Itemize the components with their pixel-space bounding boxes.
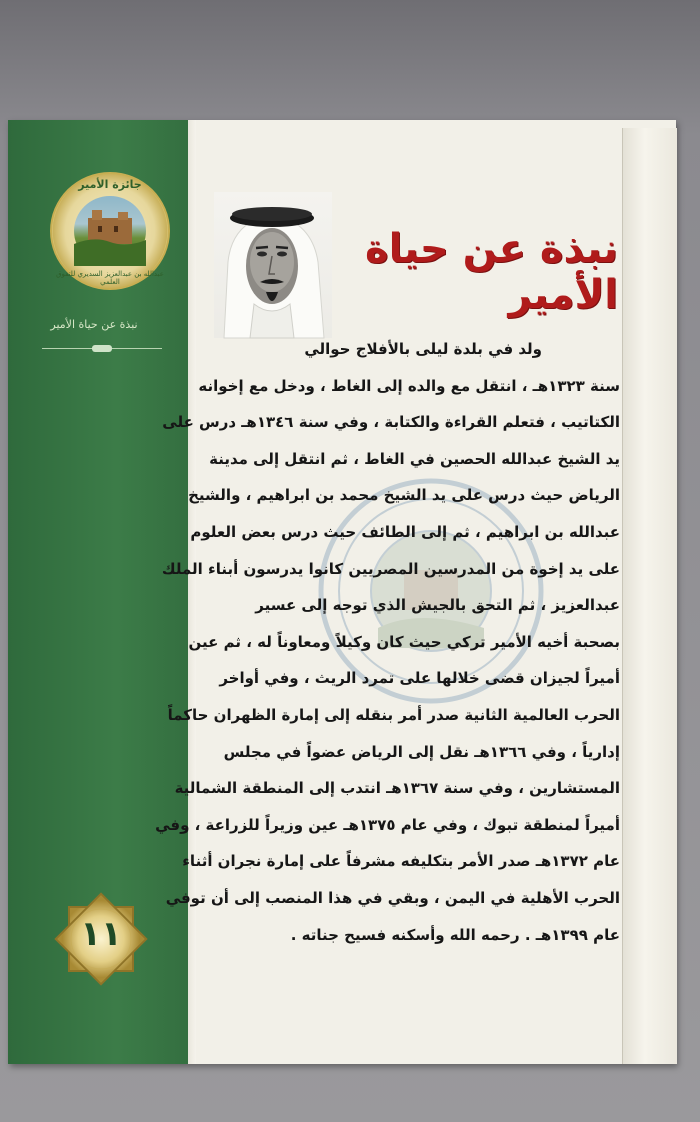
body-line: الكتاتيب ، فتعلم القراءة والكتابة ، وفي سنة ١٣٤٦هـ درس على xyxy=(162,413,620,432)
body-line: عبدالله بن ابراهيم ، ثم إلى الطائف حيث درس بعض العلوم xyxy=(190,522,620,541)
emblem-top-text: جائزة الأمير xyxy=(78,178,142,191)
page-edge xyxy=(622,128,677,1064)
emblem-landscape xyxy=(74,196,146,266)
page-number-badge xyxy=(48,886,154,992)
portrait-icon xyxy=(214,192,332,338)
body-line: الحرب الأهلية في اليمن ، وبقي في هذا المنصب إلى أن توفي xyxy=(165,888,620,907)
sidebar-section-title: نبذة عن حياة الأمير xyxy=(50,318,138,331)
body-line: يد الشيخ عبدالله الحصين في الغاط ، ثم انتقل إلى مدينة xyxy=(209,449,620,468)
body-line: الرياض حيث درس على يد الشيخ محمد بن ابراهيم ، والشيخ xyxy=(188,486,620,505)
body-line: الحرب العالمية الثانية صدر أمر بنقله إلى إمارة الظهران حاكماً xyxy=(167,705,620,724)
body-line: عام ١٣٧٢هـ صدر الأمر بتكليفه مشرفاً على إمارة نجران أثناء xyxy=(182,852,620,871)
body-line: على يد إخوة من المدرسين المصريين كانوا يدرسون أبناء الملك xyxy=(161,559,620,578)
page-number: ١١ xyxy=(80,914,122,954)
body-line: أميراً لجيزان قضى خلالها على تمرد الريث ، وفي أواخر xyxy=(219,669,620,688)
body-line: عبدالعزيز ، ثم التحق بالجيش الذي توجه إلى عسير xyxy=(255,596,620,615)
body-line: أميراً لمنطقة تبوك ، وفي عام ١٣٧٥هـ عين وزيراً للزراعة ، وفي xyxy=(155,815,620,834)
sidebar-divider-ornament xyxy=(92,345,112,352)
article-heading: نبذة عن حياة الأمير xyxy=(364,226,618,318)
emblem-bottom-text: عبدالله بن عبدالعزيز السديري للتفوق العلمي xyxy=(56,270,164,286)
body-line: ولد في بلدة ليلى بالأفلاج حوالي xyxy=(304,340,542,358)
body-line: سنة ١٣٢٣هـ ، انتقل مع والده إلى الغاط ، ودخل مع إخوانه xyxy=(198,376,620,395)
body-line: بصحبة أخيه الأمير تركي حيث كان وكيلاً ومعاوناً له ، ثم عين xyxy=(188,632,620,651)
sidebar-seam xyxy=(188,120,196,1064)
body-line: المستشارين ، وفي سنة ١٣٦٧هـ انتدب إلى المنطقة الشمالية xyxy=(174,779,620,798)
article-body xyxy=(155,331,620,953)
award-emblem-icon xyxy=(50,172,170,290)
body-line: عام ١٣٩٩هـ . رحمه الله وأسكنه فسيح جناته . xyxy=(290,925,620,944)
body-line: إدارياً ، وفي ١٣٦٦هـ نقل إلى الرياض عضواً في مجلس xyxy=(223,742,620,761)
portrait-photo xyxy=(214,192,332,338)
fortress-icon xyxy=(74,196,146,266)
